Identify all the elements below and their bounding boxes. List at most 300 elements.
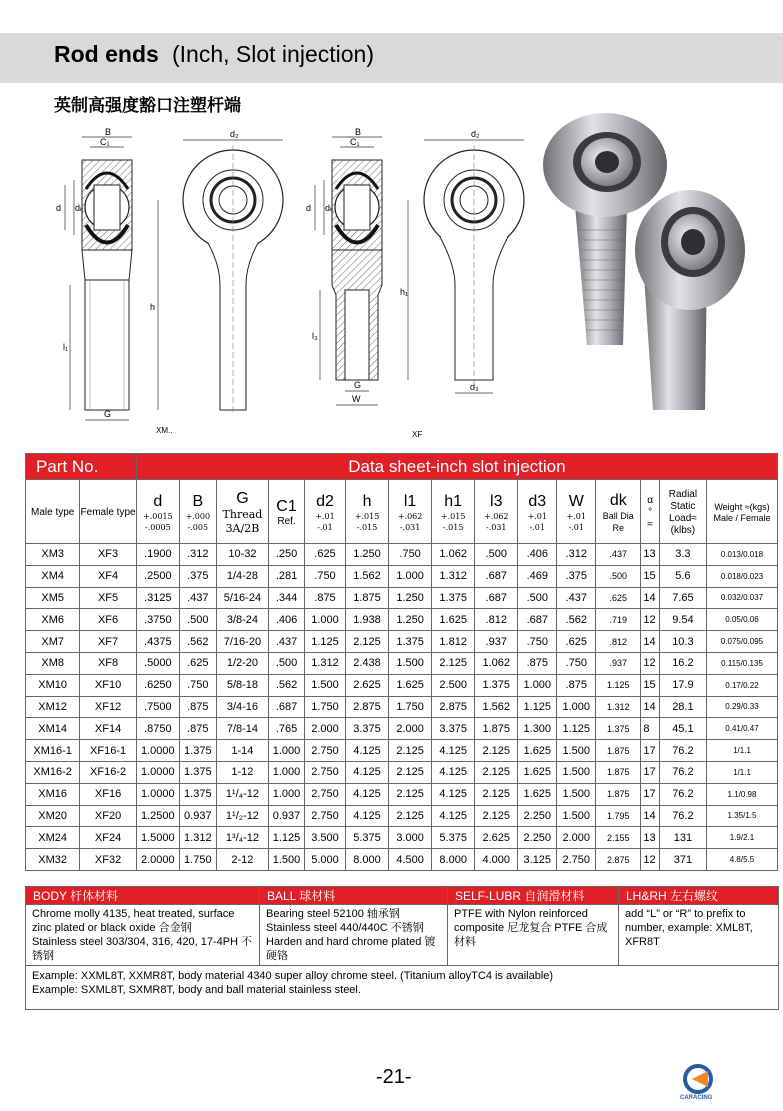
table-cell: 1.875 [596,761,641,783]
table-cell: XF14 [80,718,136,740]
table-cell: 1.875 [475,718,518,740]
body-material-cell: Chrome molly 4135, heat treated, surface zinc plated or black oxide 合金钢 Stainless steel 303/304, 316, 420, 17-4PH 不锈钢 [26,905,260,966]
col-male: Male type [26,480,80,544]
table-cell: .469 [518,565,557,587]
table-cell: 1¹/₂-12 [216,805,268,827]
table-cell: 12 [641,609,659,631]
svg-text:G: G [354,380,362,390]
table-cell: 3.125 [518,849,557,871]
table-cell: XM4 [26,565,80,587]
table-cell: .875 [518,652,557,674]
table-cell: 5/16-24 [216,587,268,609]
table-cell: .375 [179,565,216,587]
table-cell: 1.9/2.1 [706,827,777,849]
table-cell: XM16-1 [26,740,80,762]
table-row [26,783,778,805]
table-cell: 1.500 [557,805,596,827]
table-cell: 17 [641,761,659,783]
table-cell: 2.875 [345,696,388,718]
svg-text:d: d [56,203,62,213]
materials-table [25,886,779,1010]
table-cell: 2.125 [475,740,518,762]
page-title: Rod ends [54,41,159,67]
table-cell: 1.375 [596,718,641,740]
body-material-header: BODY 杆体材料 [26,887,260,905]
table-cell: 14 [641,587,659,609]
table-cell: 5/8-18 [216,674,268,696]
table-cell: 1.125 [596,674,641,696]
table-cell: .3750 [136,609,179,631]
table-cell: .812 [596,631,641,653]
col-h1: h1 +.015 -.015 [432,480,475,544]
table-cell: 1/1.1 [706,761,777,783]
svg-text:dₖ: dₖ [325,203,334,213]
table-cell: 1.375 [179,740,216,762]
table-cell: 1.500 [269,849,305,871]
table-cell: 1.35/1.5 [706,805,777,827]
table-cell: 1³/₄-12 [216,827,268,849]
table-cell: 0.937 [179,805,216,827]
table-cell: 2.875 [596,849,641,871]
table-cell: 0.29/0.33 [706,696,777,718]
table-cell: 0.115/0.135 [706,652,777,674]
table-cell: 7.65 [659,587,706,609]
table-cell: 4.125 [345,761,388,783]
table-cell: 45.1 [659,718,706,740]
table-cell: 2.000 [557,827,596,849]
table-row [26,827,778,849]
svg-text:h: h [150,302,156,312]
table-cell: 2.875 [432,696,475,718]
table-cell: 1.125 [557,718,596,740]
table-cell: 8.000 [432,849,475,871]
svg-text:C₁: C₁ [100,137,110,147]
table-cell: 13 [641,827,659,849]
table-row [26,849,778,871]
table-cell: .281 [269,565,305,587]
table-cell: 4.125 [432,761,475,783]
table-cell: 16.2 [659,652,706,674]
table-cell: 1.875 [596,740,641,762]
table-cell: XF12 [80,696,136,718]
table-cell: 1.062 [432,544,475,566]
table-cell: .7500 [136,696,179,718]
table-cell: 1-12 [216,761,268,783]
table-cell: 2.625 [475,827,518,849]
table-cell: 76.2 [659,783,706,805]
table-cell: .500 [596,565,641,587]
table-cell: .937 [475,631,518,653]
table-cell: .875 [304,587,345,609]
page-number: -21- [376,1066,412,1088]
table-cell: XM20 [26,805,80,827]
table-row [26,587,778,609]
table-cell: 4.8/5.5 [706,849,777,871]
table-cell: .750 [518,631,557,653]
table-cell: .719 [596,609,641,631]
table-cell: 4.125 [432,740,475,762]
table-cell: 1.625 [432,609,475,631]
table-cell: .765 [269,718,305,740]
col-d: d +.0015 -.0005 [136,480,179,544]
table-cell: 2.438 [345,652,388,674]
table-cell: XF4 [80,565,136,587]
table-cell: 3/4-16 [216,696,268,718]
table-cell: 1.1/0.98 [706,783,777,805]
xm-technical-drawing [50,125,310,435]
table-cell: 28.1 [659,696,706,718]
table-cell: XF16-1 [80,740,136,762]
table-cell: .437 [596,544,641,566]
table-row [26,761,778,783]
table-cell: .562 [179,631,216,653]
table-cell: 0.17/0.22 [706,674,777,696]
table-cell: 7/16-20 [216,631,268,653]
table-cell: 1.500 [557,783,596,805]
table-cell: 4.125 [345,783,388,805]
table-cell: 1.0000 [136,761,179,783]
table-row [26,544,778,566]
svg-text:B: B [105,127,112,137]
table-cell: 3.3 [659,544,706,566]
table-cell: 1.312 [179,827,216,849]
data-sheet-table [25,453,778,871]
table-cell: 1.000 [269,783,305,805]
table-row [26,565,778,587]
table-cell: 1.000 [269,761,305,783]
table-cell: .812 [475,609,518,631]
table-cell: 3.375 [432,718,475,740]
table-cell: XF10 [80,674,136,696]
table-cell: 1.125 [304,631,345,653]
table-cell: 10-32 [216,544,268,566]
table-cell: XF16-2 [80,761,136,783]
xm-label: XM.. [156,426,173,435]
table-cell: 2.500 [432,674,475,696]
table-cell: 2.125 [389,783,432,805]
table-cell: 9.54 [659,609,706,631]
table-cell: 76.2 [659,761,706,783]
table-cell: 1.250 [389,609,432,631]
table-cell: .937 [596,652,641,674]
table-cell: 2.250 [518,805,557,827]
table-cell: 0.075/0.095 [706,631,777,653]
selflubr-material-header: SELF-LUBR 自润滑材料 [448,887,619,905]
table-cell: 1.2500 [136,805,179,827]
table-cell: 1.500 [557,761,596,783]
table-cell: 1.000 [518,674,557,696]
part-no-header: Part No. [26,454,137,480]
table-cell: 0.013/0.018 [706,544,777,566]
table-cell: 1.312 [596,696,641,718]
table-cell: 1.062 [475,652,518,674]
table-cell: 4.125 [345,805,388,827]
table-cell: 12 [641,652,659,674]
table-cell: .625 [596,587,641,609]
table-cell: 2.750 [557,849,596,871]
col-weight: Weight ≈(kgs) Male / Female [706,480,777,544]
svg-text:C₁: C₁ [350,137,360,147]
svg-text:d: d [306,203,312,213]
selflubr-material-cell: PTFE with Nylon reinforced composite 尼龙复合 PTFE 合成材料 [448,905,619,966]
ball-material-cell: Bearing steel 52100 轴承钢 Stainless steel 440/440C 不锈钢 Harden and hard chrome plated 镀硬铬 [260,905,448,966]
table-cell: XM10 [26,674,80,696]
table-cell: .562 [269,674,305,696]
table-cell: 2.125 [475,805,518,827]
table-cell: XM24 [26,827,80,849]
table-cell: 2.125 [432,652,475,674]
table-cell: .5000 [136,652,179,674]
table-cell: 371 [659,849,706,871]
table-row [26,674,778,696]
table-cell: .750 [389,544,432,566]
table-cell: 2.125 [475,783,518,805]
table-cell: XM7 [26,631,80,653]
table-cell: 1.5000 [136,827,179,849]
table-cell: 1.375 [389,631,432,653]
table-cell: XF24 [80,827,136,849]
table-cell: .437 [179,587,216,609]
table-cell: 14 [641,696,659,718]
lhrh-cell: add “L” or “R” to prefix to number, example: XML8T, XFR8T [619,905,779,966]
title-bar [0,33,783,83]
svg-text:d₂: d₂ [471,129,480,139]
table-cell: XM12 [26,696,80,718]
svg-text:dₖ: dₖ [75,203,84,213]
svg-text:W: W [352,394,361,404]
table-cell: 4.125 [432,805,475,827]
table-cell: 2.0000 [136,849,179,871]
col-h: h +.015 -.015 [345,480,388,544]
table-cell: 0.05/0.06 [706,609,777,631]
table-cell: 2.750 [304,761,345,783]
table-cell: .500 [518,587,557,609]
table-cell: 2.155 [596,827,641,849]
table-cell: 1.312 [304,652,345,674]
table-cell: 1/1.1 [706,740,777,762]
table-cell: 7/8-14 [216,718,268,740]
table-cell: 1¹/₄-12 [216,783,268,805]
table-row [26,609,778,631]
table-cell: 1.625 [518,740,557,762]
table-cell: .344 [269,587,305,609]
table-cell: .406 [518,544,557,566]
table-cell: 2.125 [389,805,432,827]
table-cell: 2.000 [304,718,345,740]
table-cell: 3.375 [345,718,388,740]
table-cell: 1.938 [345,609,388,631]
table-cell: 1.375 [179,761,216,783]
svg-text:d₂: d₂ [230,129,239,139]
table-cell: 1.000 [557,696,596,718]
table-cell: .437 [557,587,596,609]
table-cell: 1/2-20 [216,652,268,674]
table-cell: 2.125 [475,761,518,783]
table-cell: XM32 [26,849,80,871]
table-cell: 1.750 [179,849,216,871]
table-cell: XM14 [26,718,80,740]
table-cell: 2.250 [518,827,557,849]
table-cell: .6250 [136,674,179,696]
table-cell: .312 [179,544,216,566]
table-cell: XM5 [26,587,80,609]
table-cell: 1.500 [557,740,596,762]
table-cell: .250 [269,544,305,566]
table-cell: 0.937 [269,805,305,827]
table-cell: 1.125 [518,696,557,718]
svg-text:d₃: d₃ [470,382,479,392]
table-cell: .875 [557,674,596,696]
table-cell: 1.0000 [136,783,179,805]
table-cell: 2.625 [345,674,388,696]
table-cell: 8.000 [345,849,388,871]
col-B: B +.000 -.005 [179,480,216,544]
table-cell: .687 [475,565,518,587]
table-cell: .750 [557,652,596,674]
col-alpha: α ° ≈ [641,480,659,544]
table-row [26,696,778,718]
table-cell: .8750 [136,718,179,740]
table-cell: 1.375 [432,587,475,609]
table-cell: 5.375 [432,827,475,849]
table-cell: XM6 [26,609,80,631]
table-cell: 131 [659,827,706,849]
table-cell: 4.125 [345,740,388,762]
table-cell: 2.750 [304,740,345,762]
table-cell: 2.750 [304,805,345,827]
table-cell: .687 [518,609,557,631]
table-cell: 2.000 [389,718,432,740]
table-cell: 3.500 [304,827,345,849]
col-radial-load: Radial Static Load≈ (klbs) [659,480,706,544]
table-cell: XM8 [26,652,80,674]
table-cell: 1.000 [389,565,432,587]
svg-text:G: G [104,409,112,419]
table-cell: .500 [179,609,216,631]
table-cell: 1.875 [596,783,641,805]
col-female: Female type [80,480,136,544]
table-row [26,805,778,827]
table-cell: 76.2 [659,740,706,762]
table-cell: .500 [475,544,518,566]
table-cell: 5.375 [345,827,388,849]
table-cell: 4.125 [432,783,475,805]
table-cell: .687 [269,696,305,718]
table-cell: 2.125 [345,631,388,653]
page-subtitle: 英制高强度豁口注塑杆端 [54,96,241,116]
table-cell: .3125 [136,587,179,609]
table-cell: .625 [179,652,216,674]
table-cell: .750 [179,674,216,696]
table-cell: .437 [269,631,305,653]
table-cell: XF6 [80,609,136,631]
table-cell: .625 [304,544,345,566]
table-cell: .375 [557,565,596,587]
table-row [26,718,778,740]
table-cell: 5.6 [659,565,706,587]
table-row [26,740,778,762]
col-dk: dk Ball Dia Re [596,480,641,544]
table-cell: 14 [641,805,659,827]
table-cell: XM16-2 [26,761,80,783]
table-cell: XF16 [80,783,136,805]
drawing-xm [50,125,310,435]
table-cell: 1.375 [179,783,216,805]
drawing-xf [300,125,540,425]
table-cell: 1.562 [345,565,388,587]
table-cell: 8 [641,718,659,740]
table-cell: 1.000 [269,740,305,762]
col-l1: l1 +.062 -.031 [389,480,432,544]
table-cell: 0.032/0.037 [706,587,777,609]
col-G: G Thread 3A/2B [216,480,268,544]
table-cell: 1-14 [216,740,268,762]
svg-text:h₁: h₁ [400,287,409,297]
table-cell: XF5 [80,587,136,609]
table-cell: 1.625 [389,674,432,696]
col-d2: d2 +.01 -.01 [304,480,345,544]
table-cell: XF32 [80,849,136,871]
table-cell: .1900 [136,544,179,566]
table-cell: 2.750 [304,783,345,805]
table-cell: 1.300 [518,718,557,740]
table-cell: 1.312 [432,565,475,587]
table-cell: .875 [179,696,216,718]
table-cell: 1.562 [475,696,518,718]
table-cell: 5.000 [304,849,345,871]
table-cell: .687 [475,587,518,609]
table-cell: 4.500 [389,849,432,871]
table-cell: 1.812 [432,631,475,653]
table-cell: XM16 [26,783,80,805]
table-cell: 2-12 [216,849,268,871]
table-cell: 17.9 [659,674,706,696]
svg-text:l₃: l₃ [312,331,318,341]
lhrh-header: LH&RH 左右螺纹 [619,887,779,905]
table-cell: 1.000 [304,609,345,631]
table-cell: XF20 [80,805,136,827]
table-cell: XF7 [80,631,136,653]
table-cell: 1.375 [475,674,518,696]
xf-technical-drawing [300,125,540,425]
table-cell: 3.000 [389,827,432,849]
table-cell: 2.125 [389,761,432,783]
table-cell: 15 [641,565,659,587]
table-cell: 0.41/0.47 [706,718,777,740]
table-cell: 0.018/0.023 [706,565,777,587]
table-cell: 1.125 [269,827,305,849]
table-cell: XM3 [26,544,80,566]
table-cell: 14 [641,631,659,653]
table-cell: 15 [641,674,659,696]
table-cell: 4.000 [475,849,518,871]
svg-text:B: B [355,127,362,137]
table-cell: 1.750 [389,696,432,718]
svg-text:l₁: l₁ [63,342,69,352]
col-d3: d3 +.01 -.01 [518,480,557,544]
table-cell: .2500 [136,565,179,587]
table-cell: 1.795 [596,805,641,827]
table-cell: .562 [557,609,596,631]
table-cell: 1.0000 [136,740,179,762]
table-cell: 17 [641,740,659,762]
table-cell: 1.625 [518,761,557,783]
product-photo [535,110,770,420]
table-cell: XF3 [80,544,136,566]
ball-material-header: BALL 球材料 [260,887,448,905]
table-cell: 1.250 [389,587,432,609]
table-cell: 1.500 [304,674,345,696]
